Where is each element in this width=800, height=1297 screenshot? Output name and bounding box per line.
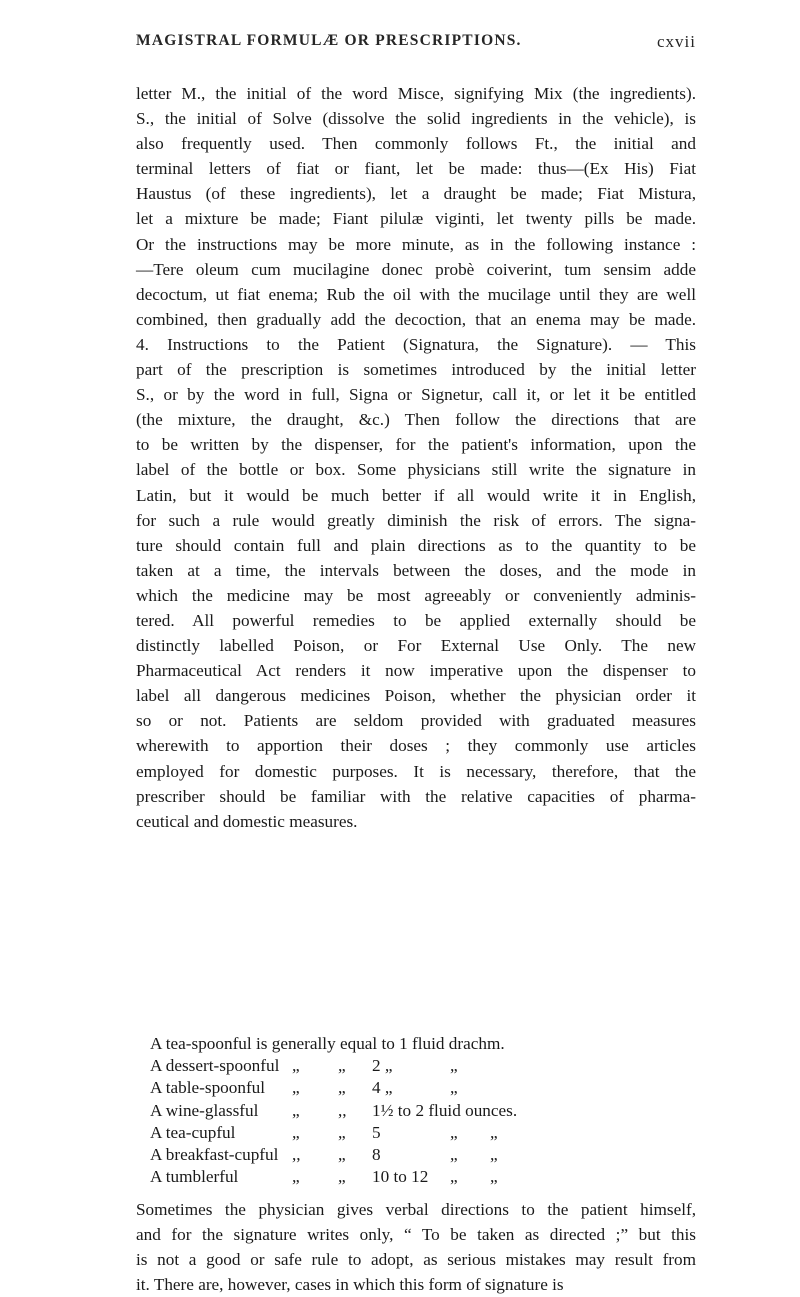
text-line: wherewith to apportion their doses ; they commonly use articles <box>136 736 696 756</box>
measure-name: A tumblerful <box>150 1167 239 1187</box>
text-line: distinctly labelled Poison, or For External Use Only. The new <box>136 636 696 656</box>
ditto-mark: „ <box>450 1144 458 1164</box>
text-line: —Tere oleum cum mucilagine donec probè coiverint, tum sensim adde <box>136 259 696 279</box>
text-line: S., the initial of Solve (dissolve the solid ingredients in the vehicle), is <box>136 109 696 129</box>
text-line: Or the instructions may be more minute, as in the following instance : <box>136 234 696 254</box>
text-line: let a mixture be made; Fiant pilulæ viginti, let twenty pills be made. <box>136 209 696 229</box>
ditto-mark: ,, <box>338 1100 347 1120</box>
text-line: it. There are, however, cases in which this form of signature is <box>136 1275 564 1295</box>
measure-quantity: 8 <box>372 1144 381 1164</box>
text-line: employed for domestic purposes. It is necessary, therefore, that the <box>136 761 696 781</box>
text-line: label all dangerous medicines Poison, whether the physician order it <box>136 686 696 706</box>
text-line: for such a rule would greatly diminish the risk of errors. The signa- <box>136 510 696 530</box>
ditto-mark: „ <box>450 1167 458 1187</box>
measure-name: A table-spoonful <box>150 1078 266 1098</box>
measure-quantity: 2 „ <box>372 1056 393 1076</box>
text-line: Haustus (of these ingredients), let a draught be made; Fiat Mistura, <box>136 184 696 204</box>
measure-quantity: 4 „ <box>372 1078 393 1098</box>
body-paragraph <box>136 81 696 834</box>
measure-quantity: 10 to 12 <box>372 1167 429 1187</box>
ditto-mark: „ <box>338 1122 346 1142</box>
ditto-mark: „ <box>450 1122 458 1142</box>
measure-quantity: 5 <box>372 1122 381 1142</box>
ditto-mark: „ <box>292 1056 300 1076</box>
ditto-mark: „ <box>292 1167 300 1187</box>
ditto-mark: „ <box>292 1100 300 1120</box>
measure-name: A wine-glassful <box>150 1100 259 1120</box>
ditto-mark: „ <box>450 1056 458 1076</box>
text-line: decoctum, ut fiat enema; Rub the oil with the mucilage until they are well <box>136 284 696 304</box>
ditto-mark: „ <box>450 1078 458 1098</box>
closing-paragraph <box>136 1197 696 1297</box>
text-line: S., or by the word in full, Signa or Signetur, call it, or let it be entitled <box>136 385 696 405</box>
ditto-mark: „ <box>338 1167 346 1187</box>
text-line: prescriber should be familiar with the relative capacities of pharma- <box>136 786 696 806</box>
ditto-mark: „ <box>338 1078 346 1098</box>
text-line: (the mixture, the draught, &c.) Then follow the directions that are <box>136 410 696 430</box>
ditto-mark: „ <box>490 1144 498 1164</box>
text-line: ture should contain full and plain directions as to the quantity to be <box>136 535 696 555</box>
measure-name: A breakfast-cupful <box>150 1144 279 1164</box>
measures-table <box>150 1033 710 1188</box>
text-line: terminal letters of fiat or fiant, let be made: thus—(Ex His) Fiat <box>136 159 696 179</box>
text-line: tered. All powerful remedies to be applied externally should be <box>136 610 696 630</box>
running-head <box>136 32 696 54</box>
ditto-mark: „ <box>292 1078 300 1098</box>
text-line: to be written by the dispenser, for the patient's information, upon the <box>136 435 696 455</box>
text-line: taken at a time, the intervals between the doses, and the mode in <box>136 560 696 580</box>
measures-row <box>150 1077 710 1099</box>
measures-row <box>150 1122 710 1144</box>
measures-row <box>150 1033 710 1055</box>
text-line: also frequently used. Then commonly follows Ft., the initial and <box>136 134 696 154</box>
measures-row <box>150 1144 710 1166</box>
measures-row <box>150 1166 710 1188</box>
text-line: Sometimes the physician gives verbal directions to the patient himself, <box>136 1200 696 1219</box>
ditto-mark: ,, <box>292 1144 301 1164</box>
measure-name: A dessert-spoonful <box>150 1056 280 1076</box>
text-line: label of the bottle or box. Some physicians still write the signature in <box>136 460 696 480</box>
ditto-mark: „ <box>490 1167 498 1187</box>
measure-quantity: 1½ to 2 fluid ounces. <box>372 1100 518 1120</box>
page-number: cxvii <box>657 32 696 51</box>
text-line: and for the signature writes only, “ To be taken as directed ;” but this <box>136 1225 696 1245</box>
text-line: combined, then gradually add the decoction, that an enema may be made. <box>136 309 696 329</box>
text-line: 4. Instructions to the Patient (Signatura, the Signature). — This <box>136 334 696 354</box>
measures-row <box>150 1055 710 1077</box>
running-title: MAGISTRAL FORMULÆ OR PRESCRIPTIONS. <box>136 32 522 49</box>
ditto-mark: „ <box>490 1122 498 1142</box>
ditto-mark: „ <box>338 1056 346 1076</box>
measure-first-row: A tea-spoonful is generally equal to 1 fluid drachm. <box>150 1034 505 1053</box>
ditto-mark: „ <box>338 1144 346 1164</box>
text-line: ceutical and domestic measures. <box>136 811 358 831</box>
measures-row <box>150 1100 710 1122</box>
text-line: is not a good or safe rule to adopt, as serious mistakes may result from <box>136 1250 696 1270</box>
measure-name: A tea-cupful <box>150 1122 236 1142</box>
ditto-mark: „ <box>292 1122 300 1142</box>
text-line: so or not. Patients are seldom provided with graduated measures <box>136 711 696 731</box>
text-line: Pharmaceutical Act renders it now imperative upon the dispenser to <box>136 661 696 681</box>
text-line: letter M., the initial of the word Misce, signifying Mix (the ingredients). <box>136 84 696 103</box>
text-line: which the medicine may be most agreeably or conveniently adminis- <box>136 585 696 605</box>
text-line: Latin, but it would be much better if all would write it in English, <box>136 485 696 505</box>
text-line: part of the prescription is sometimes introduced by the initial letter <box>136 360 696 380</box>
